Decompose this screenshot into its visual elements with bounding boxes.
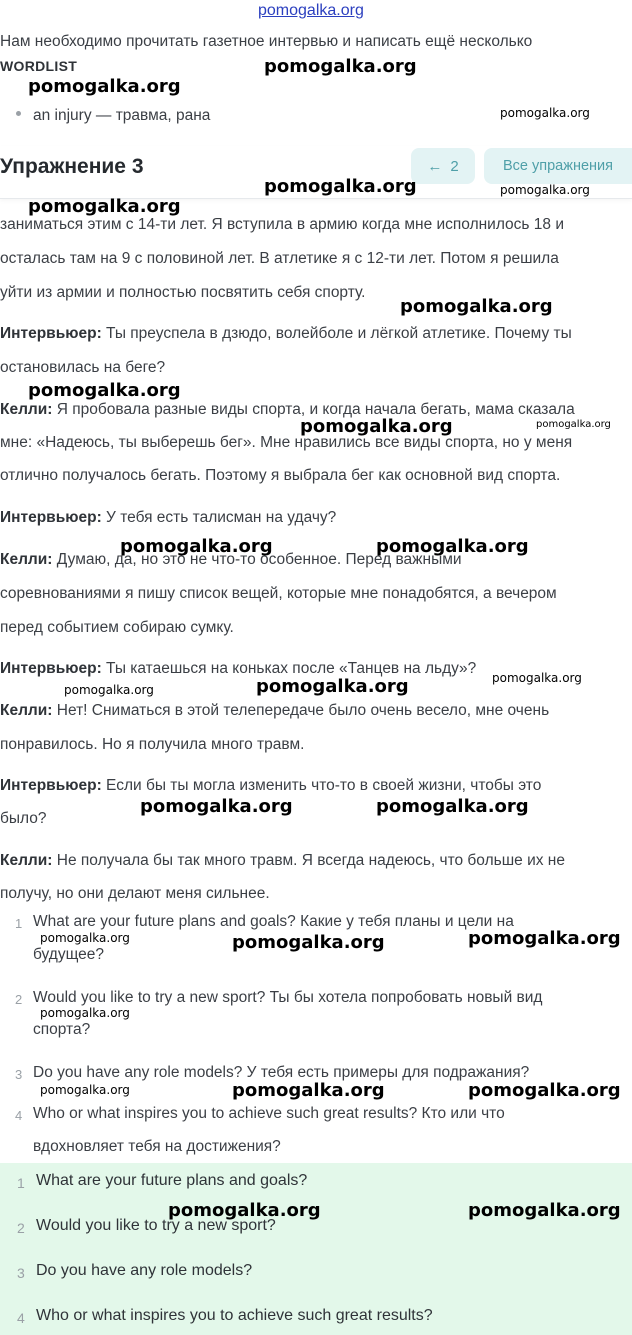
prev-exercise-number: 2 <box>450 157 459 175</box>
site-link[interactable]: pomogalka.org <box>258 2 364 19</box>
prev-exercise-button[interactable] <box>411 148 475 184</box>
watermark: pomogalka.org <box>468 1200 621 1221</box>
question-text: Ты преуспела в дзюдо, волейболе и лёгкой атлетике. Почему ты <box>106 325 572 342</box>
answer-item: Do you have any role models? <box>36 1262 253 1279</box>
question-item: вдохновляет тебя на достижения? <box>33 1138 281 1155</box>
paragraph-line: понравилось. Но я получила много травм. <box>0 736 305 753</box>
watermark: pomogalka.org <box>64 683 154 697</box>
watermark: pomogalka.org <box>468 928 621 949</box>
watermark: pomogalka.org <box>376 796 529 817</box>
question-item: Who or what inspires you to achieve such great results? Кто или что <box>33 1105 505 1122</box>
interviewer-question <box>0 325 572 343</box>
wordlist-title: WORDLIST <box>0 58 78 74</box>
paragraph-line: мне: «Надеюсь, ты выберешь бег». Мне нравились все виды спорта, но у меня <box>0 434 573 451</box>
speaker-label: Интервьюер: <box>0 509 102 526</box>
speaker-label: Келли: <box>0 401 53 418</box>
watermark: pomogalka.org <box>28 196 181 217</box>
watermark: pomogalka.org <box>256 676 409 697</box>
answer-item: Would you like to try a new sport? <box>36 1217 276 1234</box>
question-item: будущее? <box>33 946 105 963</box>
question-number: 1 <box>15 916 23 931</box>
kelly-answer <box>0 852 565 870</box>
paragraph-line: получу, но они делают меня сильнее. <box>0 885 270 902</box>
answer-number: 2 <box>17 1220 25 1236</box>
speaker-label: Келли: <box>0 551 53 568</box>
kelly-answer <box>0 702 549 720</box>
question-item: спорта? <box>33 1021 91 1038</box>
watermark: pomogalka.org <box>300 416 453 437</box>
speaker-label: Келли: <box>0 852 53 869</box>
watermark: pomogalka.org <box>28 380 181 401</box>
question-text: Ты катаешься на коньках после «Танцев на льду»? <box>106 660 477 677</box>
answer-item: Who or what inspires you to achieve such great results? <box>36 1307 433 1324</box>
answer-text: Я пробовала разные виды спорта, и когда начала бегать, мама сказала <box>56 401 575 418</box>
answer-item: What are your future plans and goals? <box>36 1172 308 1189</box>
watermark: pomogalka.org <box>40 1006 130 1020</box>
watermark: pomogalka.org <box>120 536 273 557</box>
watermark: pomogalka.org <box>40 1083 130 1097</box>
all-exercises-button[interactable]: Все упражнения <box>484 148 632 184</box>
speaker-label: Келли: <box>0 702 53 719</box>
watermark: pomogalka.org <box>40 931 130 945</box>
watermark: pomogalka.org <box>500 183 590 197</box>
answer-text: Нет! Сниматься в этой телепередаче было очень весело, мне очень <box>56 702 550 719</box>
question-item: What are your future plans and goals? Какие у тебя планы и цели на <box>33 913 514 930</box>
paragraph-line: уйти из армии и полностью посвятить себя спорту. <box>0 284 366 301</box>
arrow-left-icon: ← <box>427 157 443 175</box>
paragraph-line: отлично получалось бегать. Поэтому я выбрала бег как основной вид спорта. <box>0 467 561 484</box>
watermark: pomogalka.org <box>264 176 417 197</box>
answer-number: 3 <box>17 1265 25 1281</box>
watermark: pomogalka.org <box>140 796 293 817</box>
question-number: 2 <box>15 992 23 1007</box>
question-number: 4 <box>15 1108 23 1123</box>
question-text: У тебя есть талисман на удачу? <box>106 509 337 526</box>
watermark: pomogalka.org <box>28 76 181 97</box>
watermark: pomogalka.org <box>376 536 529 557</box>
interviewer-question <box>0 777 541 795</box>
paragraph-line: остановилась на беге? <box>0 359 166 376</box>
exercise-title: Упражнение 3 <box>0 155 144 178</box>
bullet-icon <box>16 111 21 116</box>
watermark: pomogalka.org <box>264 56 417 77</box>
speaker-label: Интервьюер: <box>0 660 102 677</box>
question-item: Do you have any role models? У тебя есть примеры для подражания? <box>33 1064 530 1081</box>
speaker-label: Интервьюер: <box>0 777 102 794</box>
watermark: pomogalka.org <box>536 419 611 430</box>
intro-text: Нам необходимо прочитать газетное интервью и написать ещё несколько <box>0 33 533 50</box>
watermark: pomogalka.org <box>492 671 582 685</box>
watermark: pomogalka.org <box>168 1200 321 1221</box>
kelly-answer <box>0 401 575 419</box>
answer-text: Думаю, да, но это не что-то особенное. Перед важными <box>56 551 462 568</box>
answer-number: 4 <box>17 1310 25 1326</box>
wordlist-item: an injury — травма, рана <box>33 107 211 124</box>
answer-text: Не получала бы так много травм. Я всегда надеюсь, что больше их не <box>56 852 565 869</box>
question-number: 3 <box>15 1067 23 1082</box>
watermark: pomogalka.org <box>400 296 553 317</box>
watermark: pomogalka.org <box>500 106 590 120</box>
interviewer-question <box>0 509 336 527</box>
paragraph-line: перед событием собираю сумку. <box>0 619 234 636</box>
paragraph-line: заниматься этим с 14-ти лет. Я вступила в армию когда мне исполнилось 18 и <box>0 216 565 233</box>
paragraph-line: было? <box>0 810 47 827</box>
watermark: pomogalka.org <box>232 932 385 953</box>
paragraph-line: соревнованиями я пишу список вещей, которые мне понадобятся, а вечером <box>0 585 557 602</box>
watermark: pomogalka.org <box>468 1080 621 1101</box>
question-text: Если бы ты могла изменить что-то в своей жизни, чтобы это <box>106 777 542 794</box>
paragraph-line: осталась там на 9 с половиной лет. В атлетике я с 12-ти лет. Потом я решила <box>0 250 559 267</box>
speaker-label: Интервьюер: <box>0 325 102 342</box>
answer-number: 1 <box>17 1175 25 1191</box>
question-item: Would you like to try a new sport? Ты бы хотела попробовать новый вид <box>33 989 543 1006</box>
watermark: pomogalka.org <box>232 1080 385 1101</box>
